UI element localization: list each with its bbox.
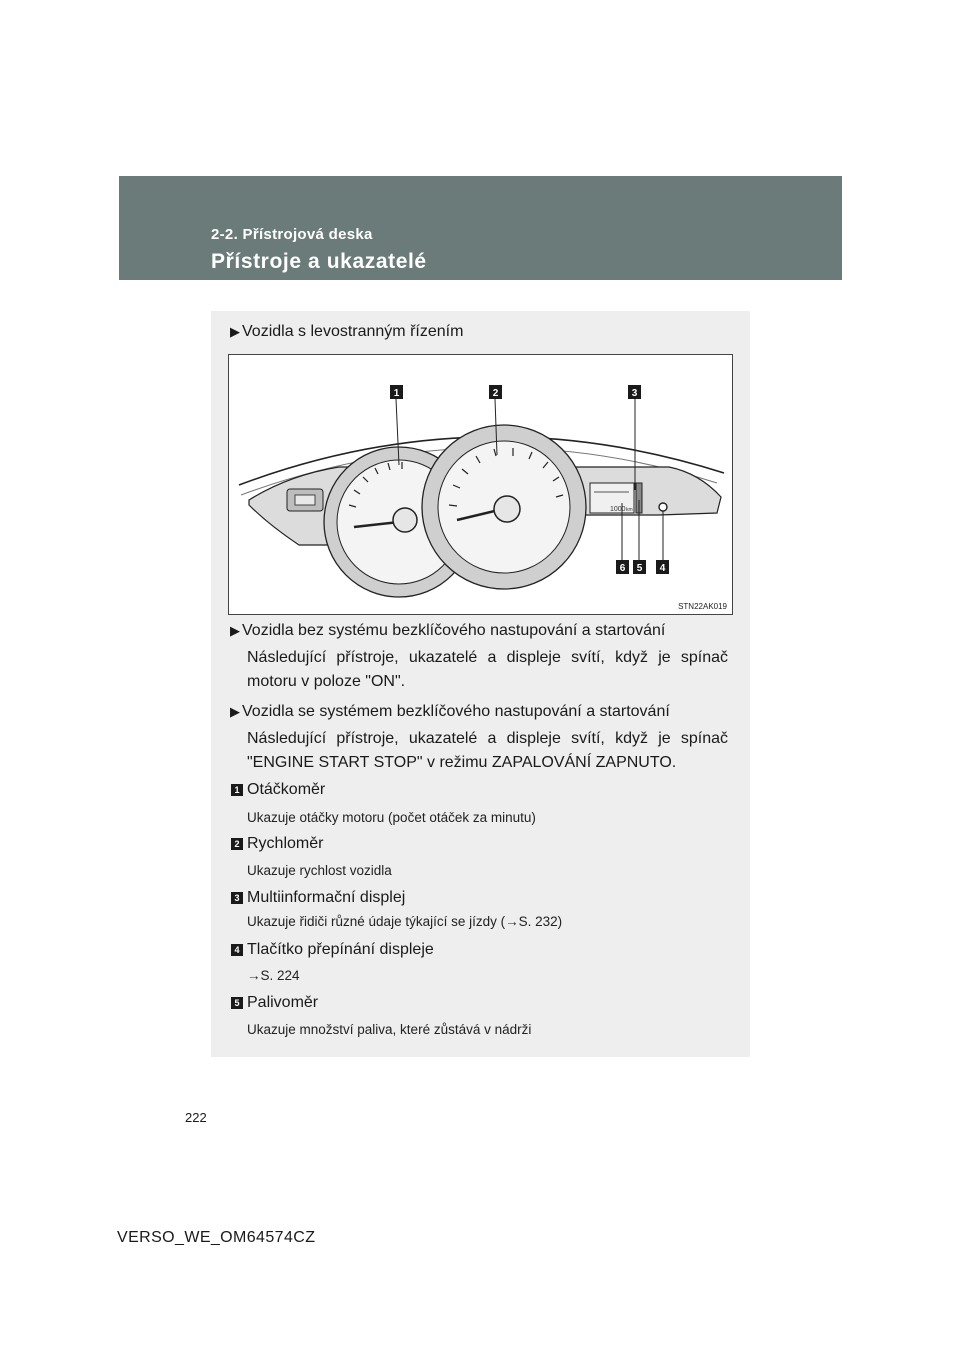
- figure-caption-bullet: [230, 322, 463, 342]
- legend-item: [231, 835, 323, 853]
- item-title: Palivoměr: [247, 994, 319, 1011]
- triangle-bullet-icon: ▶: [230, 324, 240, 339]
- figure-code: STN22AK019: [678, 602, 727, 611]
- legend-item: [231, 781, 325, 799]
- section-label: 2-2. Přístrojová deska: [211, 226, 373, 243]
- item-number-box: 1: [231, 784, 243, 796]
- legend-item: [231, 994, 318, 1012]
- item-description: Ukazuje rychlost vozidla: [247, 863, 392, 878]
- callout-label: 6: [619, 563, 626, 574]
- callout-label: 5: [636, 563, 643, 574]
- item-description: →S. 224: [247, 968, 300, 983]
- item-number-box: 5: [231, 997, 243, 1009]
- page-title: Přístroje a ukazatelé: [211, 250, 427, 273]
- item-number-box: 3: [231, 892, 243, 904]
- callout-label: 2: [492, 388, 499, 399]
- item-title: Multiinformační displej: [247, 889, 406, 906]
- note-text: Následující přístroje, ukazatelé a displeje svítí, když je spínač motoru v poloze "ON".: [247, 649, 728, 690]
- item-description: Ukazuje otáčky motoru (počet otáček za minutu): [247, 810, 536, 825]
- legend-item: [231, 941, 434, 959]
- callout-label: 4: [659, 563, 666, 574]
- triangle-bullet-icon: ▶: [230, 623, 240, 638]
- item-title: Rychloměr: [247, 835, 324, 852]
- display-readout: 1000: [610, 506, 626, 513]
- callout-label: 1: [393, 388, 400, 399]
- note-bullet-text: Vozidla se systémem bezklíčového nastupování a startování: [242, 703, 670, 720]
- legend-item: [231, 889, 405, 907]
- item-description: Ukazuje množství paliva, které zůstává v nádrži: [247, 1022, 532, 1037]
- item-title: Otáčkoměr: [247, 781, 326, 798]
- page-number: 222: [185, 1110, 207, 1125]
- instrument-cluster-illustration: [228, 354, 733, 615]
- note-bullet: [230, 621, 665, 641]
- figure-caption: Vozidla s levostranným řízením: [242, 323, 464, 340]
- triangle-bullet-icon: ▶: [230, 704, 240, 719]
- callout-label: 3: [631, 388, 638, 399]
- item-number-box: 2: [231, 838, 243, 850]
- note-bullet-text: Vozidla bez systému bezklíčového nastupování a startování: [242, 622, 666, 639]
- note-bullet: [230, 702, 670, 722]
- item-title: Tlačítko přepínání displeje: [247, 941, 434, 958]
- item-description: Ukazuje řidiči různé údaje týkající se jízdy (→S. 232): [247, 914, 563, 929]
- display-unit: km: [626, 507, 633, 513]
- item-number-box: 4: [231, 944, 243, 956]
- document-code: VERSO_WE_OM64574CZ: [117, 1229, 316, 1246]
- note-text: Následující přístroje, ukazatelé a displeje svítí, když je spínač "ENGINE START STOP" v režimu ZAPALOVÁNÍ ZAPNUTO.: [247, 730, 728, 771]
